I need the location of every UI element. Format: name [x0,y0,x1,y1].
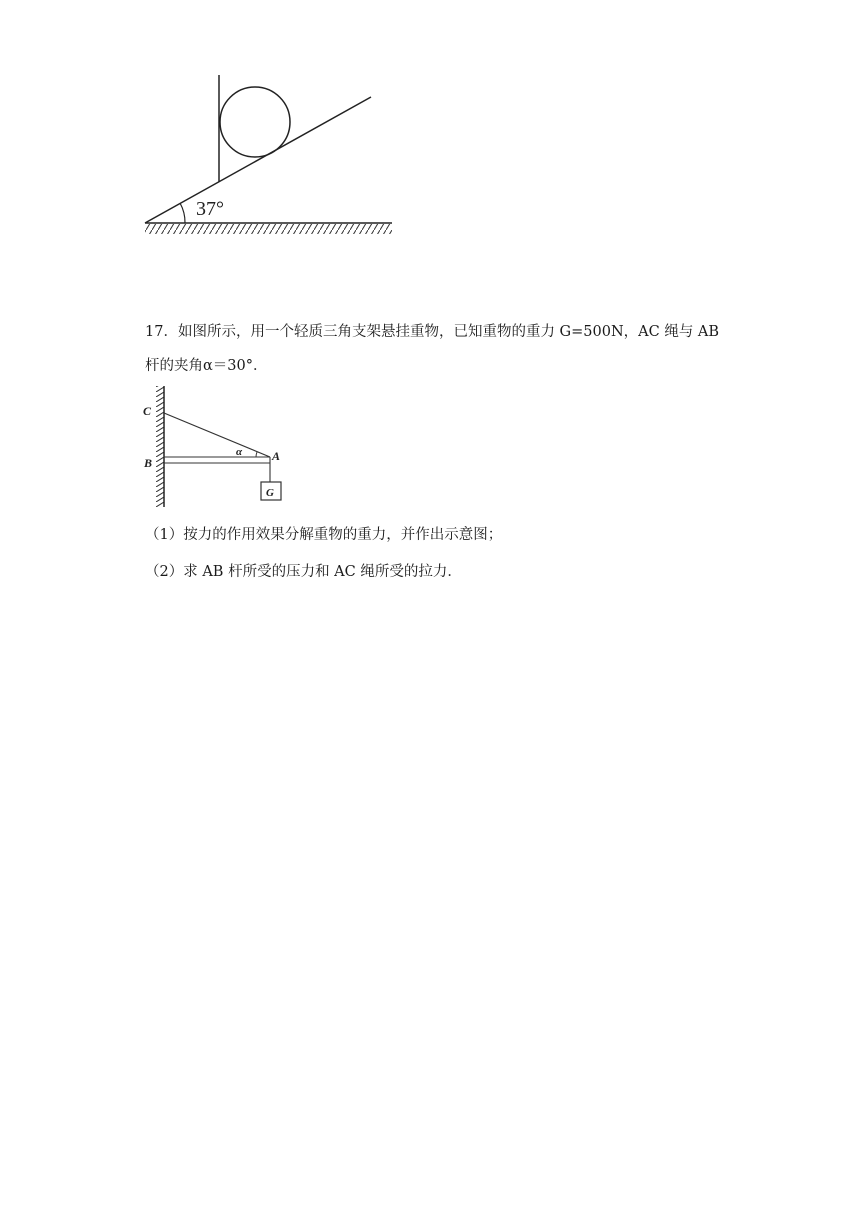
label-b: B [144,456,153,470]
question-17-line-1: 17．如图所示，用一个轻质三角支架悬挂重物，已知重物的重力 G=500N，AC 绳与 AB [145,324,720,340]
label-a: A [272,449,281,463]
sub-question-1: （1）按力的作用效果分解重物的重力，并作出示意图； [145,527,503,543]
ground-hatching [145,224,392,234]
label-alpha: α [236,446,243,458]
angle-arc [180,203,185,223]
question-17-line-2: 杆的夹角α＝30°． [145,358,268,374]
angle-label: 37° [196,198,224,220]
alpha-arc [256,452,257,457]
label-g: G [266,487,274,499]
rope-ac [164,413,270,457]
sub-question-2: （2）求 AB 杆所受的压力和 AC 绳所受的拉力． [145,564,462,580]
incline-ball-diagram [140,70,400,240]
wall-hatching [156,386,164,507]
incline-line [145,97,371,223]
ball [220,87,290,157]
bracket-diagram [140,382,300,514]
label-c: C [143,404,152,418]
